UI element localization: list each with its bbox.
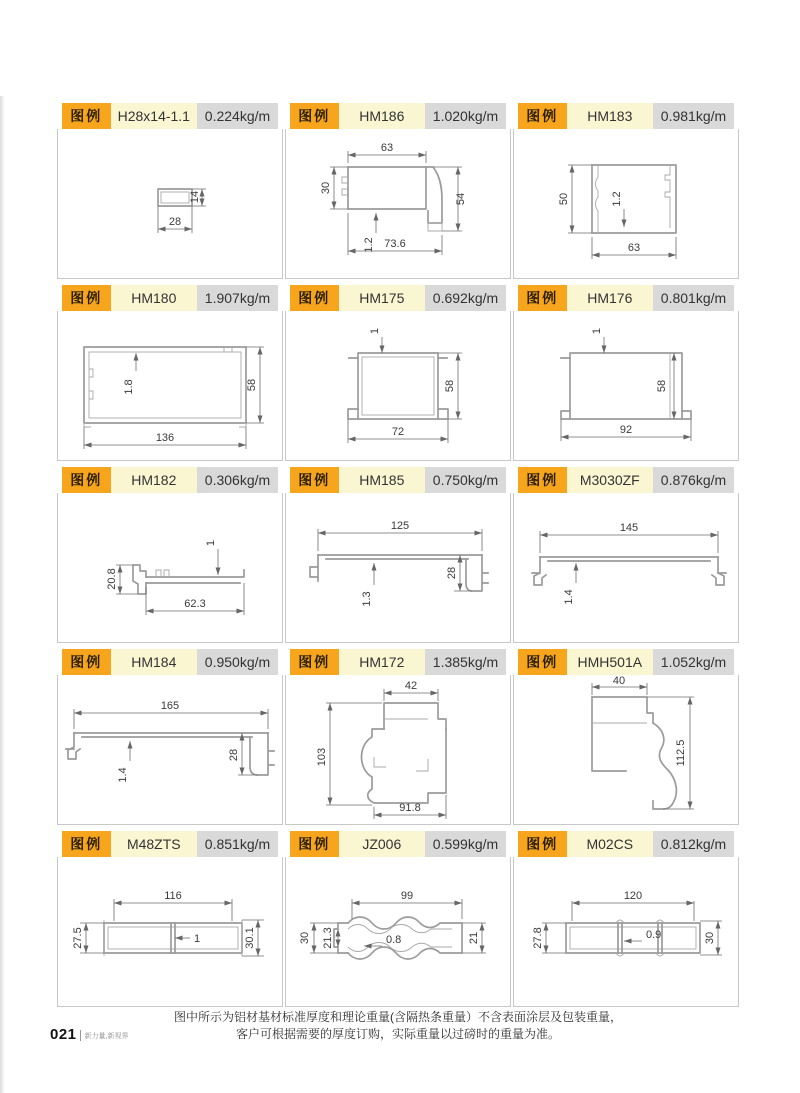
profile-drawing [514,857,738,1006]
cell-hm175 [285,285,511,467]
cell-header [62,103,278,129]
dimension-label: 92 [619,424,633,436]
drawing-area [513,129,739,279]
profile-drawing [286,493,510,642]
model-label: HM186 [339,103,425,129]
drawing-area [513,493,739,643]
cell-m3030zf [513,467,739,649]
dimension-label: 58 [444,379,456,393]
cell-header [62,649,278,675]
weight-label: 0.306kg/m [197,467,278,493]
model-label: JZ006 [339,831,425,857]
dimension-label: 99 [400,890,414,902]
dimension-label: 28 [228,748,240,762]
cell-header [518,831,734,857]
drawing-area [285,675,511,825]
page-number: 021 [50,1026,77,1043]
dimension-label: 112.5 [675,739,687,767]
footer-divider [80,1030,81,1041]
drawing-area [57,857,283,1007]
dimension-label: 1 [194,933,201,945]
drawing-area [513,311,739,461]
dimension-label: 50 [558,192,570,206]
dimension-label: 27.5 [72,927,84,949]
cell-header [290,467,506,493]
dimension-label: 40 [612,675,626,687]
page-footer [50,1026,128,1043]
dimension-label: 120 [623,890,643,902]
dimension-label: 1 [369,327,381,335]
cell-h28x14-1-1 [57,103,283,285]
profile-drawing [286,857,510,1006]
profile-drawing [514,675,738,824]
drawing-area [285,311,511,461]
cell-hm185 [285,467,511,649]
dimension-label: 54 [455,192,467,206]
dimension-label: 72 [391,426,405,438]
cell-hm176 [513,285,739,467]
cell-header [62,285,278,311]
profile-drawing [514,311,738,460]
drawing-area [285,857,511,1007]
cell-m48zts [57,831,283,1013]
cell-header [290,285,506,311]
page-edge-shadow [0,96,5,1093]
dimension-label: 91.8 [399,802,421,814]
drawing-area [285,493,511,643]
model-label: HM182 [111,467,197,493]
legend-badge: 图例 [62,467,111,493]
profile-drawing [514,129,738,278]
dimension-label: 136 [155,432,175,444]
weight-label: 0.851kg/m [197,831,278,857]
profile-drawing [58,675,282,824]
model-label: HM183 [567,103,653,129]
legend-badge: 图例 [290,467,339,493]
cell-jz006 [285,831,511,1013]
model-label: HM180 [111,285,197,311]
weight-label: 1.052kg/m [653,649,734,675]
dimension-label: 0.8 [386,934,402,946]
dimension-label: 1.2 [363,237,375,253]
cell-header [518,285,734,311]
profile-drawing [58,311,282,460]
dimension-label: 14 [189,190,201,204]
profile-drawing [58,129,282,278]
legend-badge: 图例 [62,103,111,129]
weight-label: 0.812kg/m [653,831,734,857]
dimension-label: 0.9 [646,929,662,941]
dimension-label: 27.8 [532,927,544,949]
dimension-label: 21 [468,931,480,945]
weight-label: 0.599kg/m [425,831,506,857]
dimension-label: 58 [656,379,668,393]
profile-grid [57,103,739,1013]
dimension-label: 103 [316,747,328,767]
legend-badge: 图例 [62,649,111,675]
drawing-area [57,675,283,825]
weight-label: 0.224kg/m [197,103,278,129]
weight-label: 0.876kg/m [653,467,734,493]
dimension-label: 62.3 [184,598,206,610]
legend-badge: 图例 [518,285,567,311]
weight-label: 1.385kg/m [425,649,506,675]
model-label: HM184 [111,649,197,675]
dimension-label: 73.6 [384,238,406,250]
dimension-label: 21.3 [322,927,334,949]
dimension-label: 1.4 [563,589,575,605]
dimension-label: 30 [704,931,716,945]
profile-drawing [514,493,738,642]
cell-header [290,649,506,675]
legend-badge: 图例 [290,285,339,311]
weight-label: 0.692kg/m [425,285,506,311]
model-label: M3030ZF [567,467,653,493]
cell-header [290,831,506,857]
cell-hm184 [57,649,283,831]
model-label: HM185 [339,467,425,493]
model-label: HM172 [339,649,425,675]
cell-header [62,831,278,857]
cell-header [290,103,506,129]
drawing-area [57,129,283,279]
profile-drawing [286,129,510,278]
dimension-label: 1.2 [611,191,623,207]
legend-badge: 图例 [290,649,339,675]
profile-drawing [58,857,282,1006]
dimension-label: 1 [591,327,603,335]
footer-note [57,1009,739,1043]
cell-hmh501a [513,649,739,831]
weight-label: 0.801kg/m [653,285,734,311]
drawing-area [513,857,739,1007]
legend-badge: 图例 [290,103,339,129]
cell-hm183 [513,103,739,285]
dimension-label: 1.3 [361,591,373,607]
dimension-label: 58 [246,378,258,392]
dimension-label: 30 [320,181,332,195]
dimension-label: 145 [619,522,639,534]
dimension-label: 30 [299,931,311,945]
footer-note-line2: 客户可根据需要的厚度订购，实际重量以过磅时的重量为准。 [235,1027,560,1041]
dimension-label: 28 [168,216,182,228]
legend-badge: 图例 [62,831,111,857]
weight-label: 1.020kg/m [425,103,506,129]
cell-header [518,103,734,129]
legend-badge: 图例 [518,467,567,493]
legend-badge: 图例 [290,831,339,857]
cell-hm172 [285,649,511,831]
cell-header [518,467,734,493]
legend-badge: 图例 [518,831,567,857]
dimension-label: 28 [446,566,458,580]
cell-hm186 [285,103,511,285]
drawing-area [57,311,283,461]
dimension-label: 125 [390,520,410,532]
weight-label: 0.750kg/m [425,467,506,493]
dimension-label: 42 [404,680,418,692]
profile-drawing [286,311,510,460]
dimension-label: 63 [627,242,641,254]
dimension-label: 165 [160,700,180,712]
drawing-area [513,675,739,825]
cell-hm180 [57,285,283,467]
dimension-label: 20.8 [106,568,118,590]
dimension-label: 1.4 [117,767,129,783]
drawing-area [57,493,283,643]
dimension-label: 30.1 [244,927,256,949]
model-label: HM175 [339,285,425,311]
cell-m02cs [513,831,739,1013]
cell-header [518,649,734,675]
weight-label: 0.981kg/m [653,103,734,129]
model-label: HMH501A [567,649,653,675]
footer-note-line1: 图中所示为铝材基材标准厚度和理论重量(含隔热条重量）不含表面涂层及包装重量， [174,1010,622,1024]
weight-label: 1.907kg/m [197,285,278,311]
model-label: H28x14-1.1 [111,103,197,129]
dimension-label: 1 [205,539,217,547]
dimension-label: 63 [380,142,394,154]
profile-drawing [286,675,510,824]
legend-badge: 图例 [518,649,567,675]
cell-hm182 [57,467,283,649]
weight-label: 0.950kg/m [197,649,278,675]
footer-tagline: 新力量,新视界 [84,1033,129,1040]
drawing-area [285,129,511,279]
dimension-label: 1.8 [123,379,135,395]
legend-badge: 图例 [62,285,111,311]
model-label: HM176 [567,285,653,311]
model-label: M48ZTS [111,831,197,857]
profile-drawing [58,493,282,642]
dimension-label: 116 [164,890,182,902]
legend-badge: 图例 [518,103,567,129]
model-label: M02CS [567,831,653,857]
cell-header [62,467,278,493]
